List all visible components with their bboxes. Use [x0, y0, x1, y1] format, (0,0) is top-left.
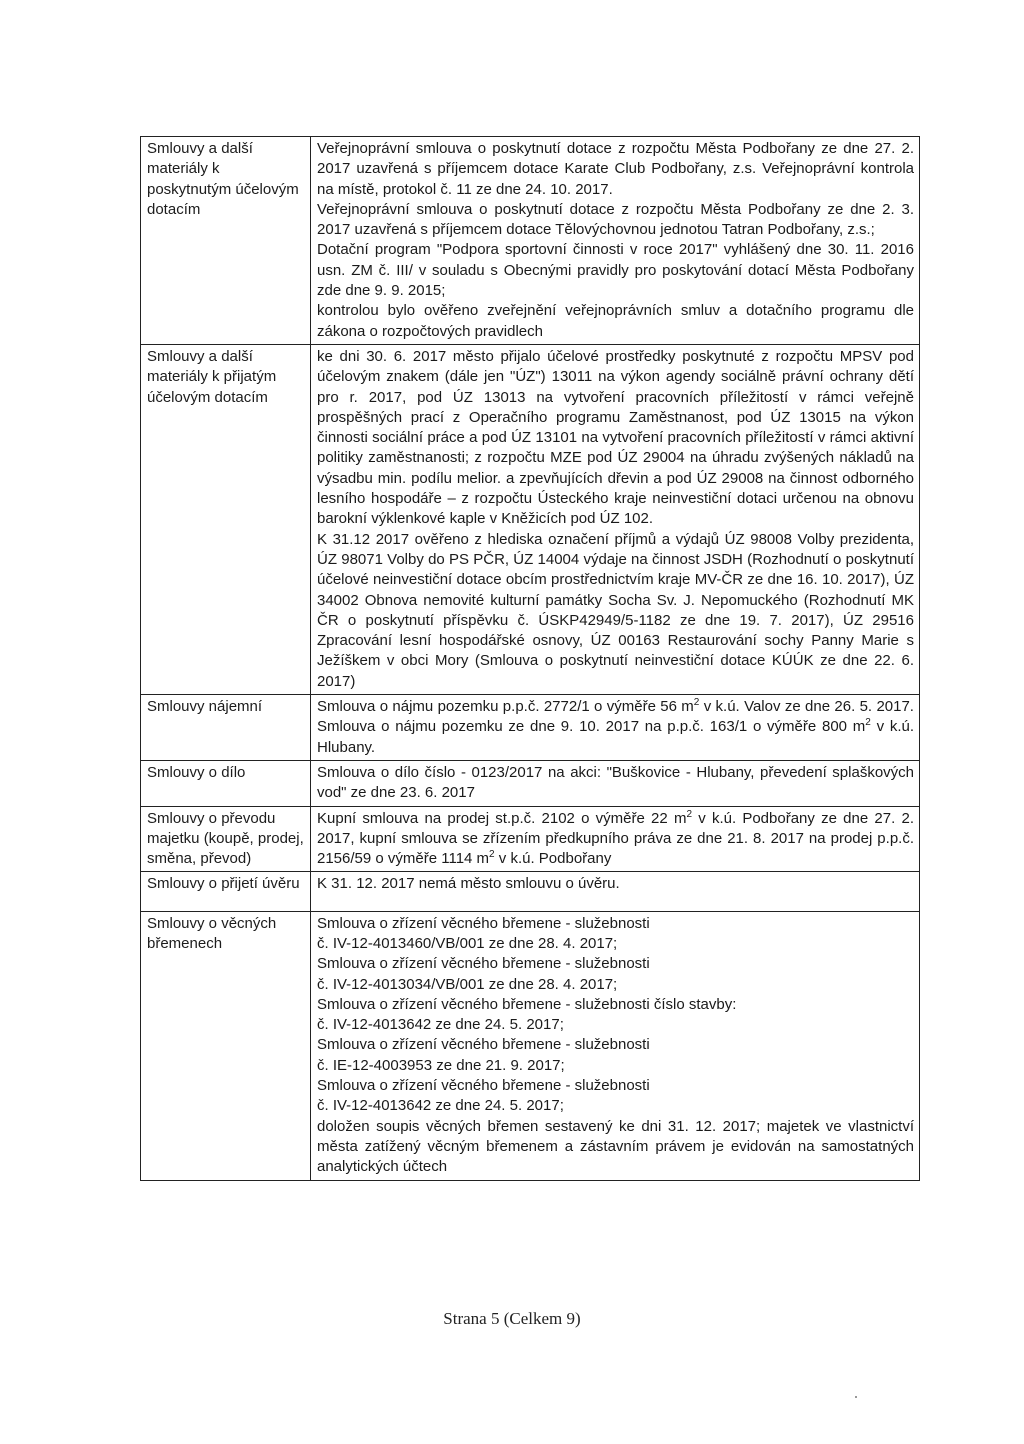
row-content	[311, 806, 920, 872]
table-row	[141, 344, 920, 694]
content-line: Veřejnoprávní smlouva o poskytnutí dotace z rozpočtu Města Podbořany ze dne 27. 2. 2017 uzavřená s příjemcem dotace Karate Club Podbořany, z.s. Veřejnoprávní kontrola na místě, protokol č. 11 ze dne 24. 10. 2017.	[317, 140, 914, 198]
page-number-footer: Strana 5 (Celkem 9)	[443, 1309, 581, 1328]
content-line: K 31.12 2017 ověřeno z hlediska označení příjmů a výdajů ÚZ 98008 Volby prezidenta, ÚZ 98071 Volby do PS PČR, ÚZ 14004 výdaje na činnost JSDH (Rozhodnutí o poskytnutí účelové neinvestiční dotace obcím prostřednictvím kraje MV-ČR ze dne 16. 10. 2017), ÚZ 34002 Obnova nemovité kulturní památky Socha Sv. J. Nepomuckého (Rozhodnutí MK ČR o poskytnutí příspěvku č. ÚSKP42949/5-1182 ze dne 19. 7. 2017), ÚZ 29516 Zpracování lesní hospodářské osnovy, ÚZ 00163 Restaurování sochy Panny Marie s Ježíškem v obci Mory (Smlouva o poskytnutí neinvestiční dotace KÚÚK ze dne 22. 6. 2017)	[317, 530, 914, 690]
content-line: Smlouva o dílo číslo - 0123/2017 na akci: "Buškovice - Hlubany, převedení splaškových vod" ze dne 23. 6. 2017	[317, 763, 914, 802]
superscript: 2	[865, 717, 871, 729]
content-line: K 31. 12. 2017 nemá město smlouvu o úvěru.	[317, 875, 620, 893]
content-line: č. IV-12-4013034/VB/001 ze dne 28. 4. 2017;	[317, 975, 618, 993]
table-row	[141, 911, 920, 1180]
table-row	[141, 806, 920, 872]
table-row	[141, 872, 920, 911]
superscript: 2	[693, 697, 700, 709]
content-line: Dotační program "Podpora sportovní činnosti v roce 2017" vyhlášený dne 30. 11. 2016 usn. ZM č. III/ v souladu s Obecnými pravidly pro poskytování dotací Města Podbořany zde dne 9. 9. 2015;	[317, 241, 914, 300]
content-line: Smlouva o zřízení věcného břemene - služebnosti	[317, 955, 650, 973]
row-content	[311, 872, 920, 911]
row-label: Smlouvy o dílo	[141, 760, 311, 806]
content-text: v k.ú. Hlubany.	[317, 718, 914, 756]
row-content	[311, 344, 920, 694]
content-line: Smlouva o zřízení věcného břemene - služebnosti	[317, 914, 650, 932]
content-line: ke dni 30. 6. 2017 město přijalo účelové prostředky poskytnuté z rozpočtu MPSV pod účelovým znakem (dále jen "ÚZ") 13011 na výkon agendy sociálně právní ochrany dětí pro r. 2017, pod ÚZ 13013 na vytvoření pracovních příležitostí v rámci veřejně prospěšných prací z Operačního programu Zaměstnanost, pod ÚZ 13015 na výkon činnosti sociální práce a pod ÚZ 13101 na vytvoření pracovních příležitostí v rámci aktivní politiky zaměstnanosti; z rozpočtu MZE pod ÚZ 29004 na úhradu zvýšených nákladů na výsadbu min. podílu melior. a zpevňujících dřevin a pod ÚZ 29008 na činnost odborného lesního hospodáře – z rozpočtu Ústeckého kraje neinvestiční dotaci určenou na obnovu barokní výklenkové kaple v Kněžicích pod ÚZ 102.	[317, 347, 914, 528]
contracts-table	[140, 136, 920, 1181]
row-content	[311, 137, 920, 345]
row-label: Smlouvy a další materiály k přijatým účelovým dotacím	[141, 344, 311, 694]
content-text: v k.ú. Podbořany	[494, 850, 612, 868]
content-line: Smlouva o zřízení věcného břemene - služebnosti	[317, 1077, 650, 1095]
table-row	[141, 695, 920, 761]
row-content	[311, 760, 920, 806]
content-line: Veřejnoprávní smlouva o poskytnutí dotace z rozpočtu Města Podbořany ze dne 2. 3. 2017 uzavřená s příjemcem dotace Tělovýchovnou jednotou Tatran Podbořany, z.s.;	[317, 200, 914, 239]
content-line: Smlouva o zřízení věcného břemene - služebnosti	[317, 1036, 650, 1054]
superscript: 2	[489, 849, 495, 861]
superscript: 2	[686, 808, 693, 820]
content-line: č. IE-12-4003953 ze dne 21. 9. 2017;	[317, 1056, 565, 1074]
content-text: Smlouva o nájmu pozemku p.p.č. 2772/1 o výměře 56 m	[317, 698, 694, 716]
content-text: v k.ú. Valov ze dne 26. 5. 2017. Smlouva o nájmu pozemku ze dne 9. 10. 2017 na p.p.č. 163/1 o výměře 800 m	[317, 698, 914, 736]
content-line: č. IV-12-4013460/VB/001 ze dne 28. 4. 2017;	[317, 934, 618, 952]
content-line: č. IV-12-4013642 ze dne 24. 5. 2017;	[317, 1016, 564, 1034]
content-line: Smlouva o zřízení věcného břemene - služebnosti číslo stavby:	[317, 995, 737, 1013]
row-label: Smlouvy nájemní	[141, 695, 311, 761]
table-row	[141, 137, 920, 345]
row-label: Smlouvy a další materiály k poskytnutým účelovým dotacím	[141, 137, 311, 345]
row-label: Smlouvy o převodu majetku (koupě, prodej, směna, převod)	[141, 806, 311, 872]
row-content	[311, 695, 920, 761]
scan-speck	[855, 1396, 857, 1398]
content-text: v k.ú. Podbořany ze dne 27. 2. 2017, kupní smlouva se zřízením předkupního práva ze dne 21. 8. 2017 na prodej p.p.č. 2156/59 o výměře 1114 m	[317, 809, 914, 868]
row-content	[311, 911, 920, 1180]
row-label: Smlouvy o věcných břemenech	[141, 911, 311, 1180]
content-line: kontrolou bylo ověřeno zveřejnění veřejnoprávních smluv a dotačního programu dle zákona o rozpočtových pravidlech	[317, 302, 914, 340]
content-line: č. IV-12-4013642 ze dne 24. 5. 2017;	[317, 1097, 564, 1115]
row-label: Smlouvy o přijetí úvěru	[141, 872, 311, 911]
content-text: Kupní smlouva na prodej st.p.č. 2102 o výměře 22 m	[317, 809, 687, 827]
table-row	[141, 760, 920, 806]
content-line: doložen soupis věcných břemen sestavený ke dni 31. 12. 2017; majetek ve vlastnictví města zatížený věcným břemenem a zástavním právem je evidován na samostatných analytických účtech	[317, 1117, 914, 1176]
